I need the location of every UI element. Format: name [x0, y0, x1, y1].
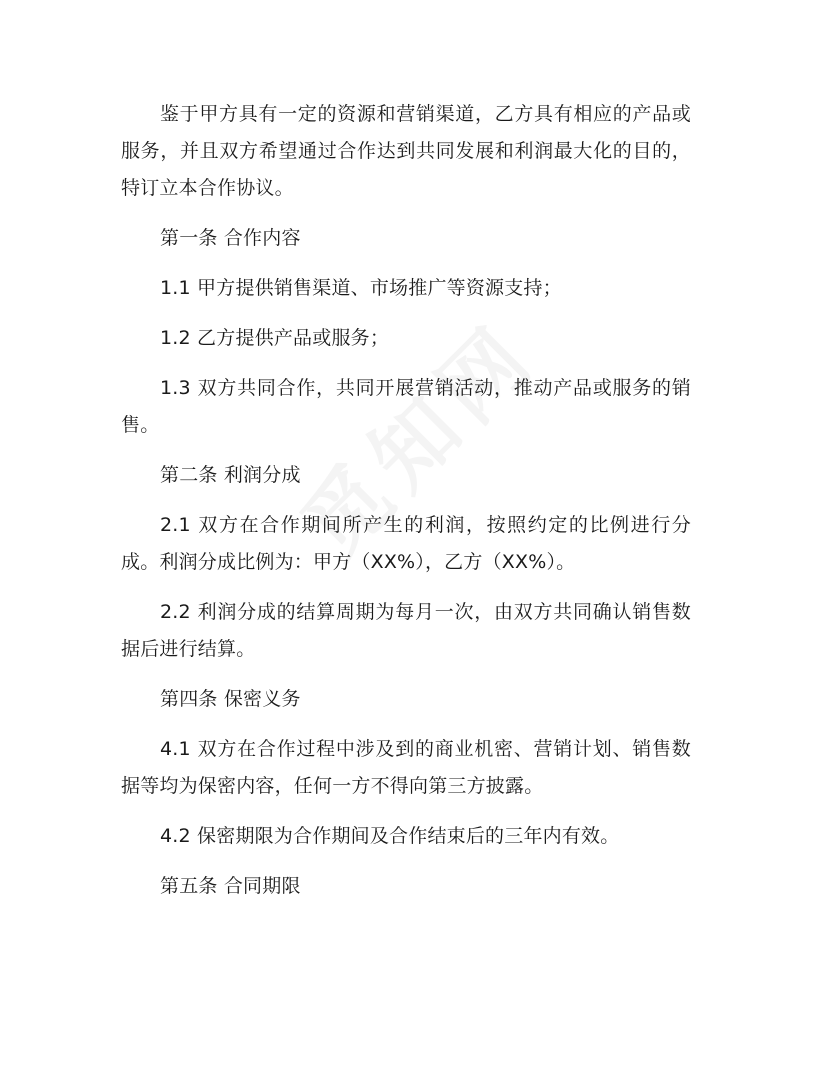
clause-2-1: 2.1 双方在合作期间所产生的利润，按照约定的比例进行分成。利润分成比例为：甲方（XX%），乙方（XX%）。	[121, 514, 691, 573]
clause-1-2: 1.2 乙方提供产品或服务；	[160, 327, 390, 349]
clause-4-2: 4.2 保密期限为合作期间及合作结束后的三年内有效。	[160, 825, 620, 847]
article-2-heading: 第二条 利润分成	[160, 464, 301, 486]
clause-1-3: 1.3 双方共同合作，共同开展营销活动，推动产品或服务的销售。	[121, 377, 691, 436]
intro-paragraph: 鉴于甲方具有一定的资源和营销渠道，乙方具有相应的产品或服务，并且双方希望通过合作达到共同发展和利润最大化的目的，特订立本合作协议。	[121, 103, 691, 199]
clause-2-2: 2.2 利润分成的结算周期为每月一次，由双方共同确认销售数据后进行结算。	[121, 601, 691, 660]
article-4-heading: 第四条 保密义务	[160, 688, 301, 710]
clause-1-1: 1.1 甲方提供销售渠道、市场推广等资源支持；	[160, 277, 562, 299]
clause-4-1: 4.1 双方在合作过程中涉及到的商业机密、营销计划、销售数据等均为保密内容，任何一方不得向第三方披露。	[121, 738, 691, 797]
article-1-heading: 第一条 合作内容	[160, 227, 301, 249]
document-body	[121, 96, 691, 918]
article-5-heading: 第五条 合同期限	[160, 875, 301, 897]
